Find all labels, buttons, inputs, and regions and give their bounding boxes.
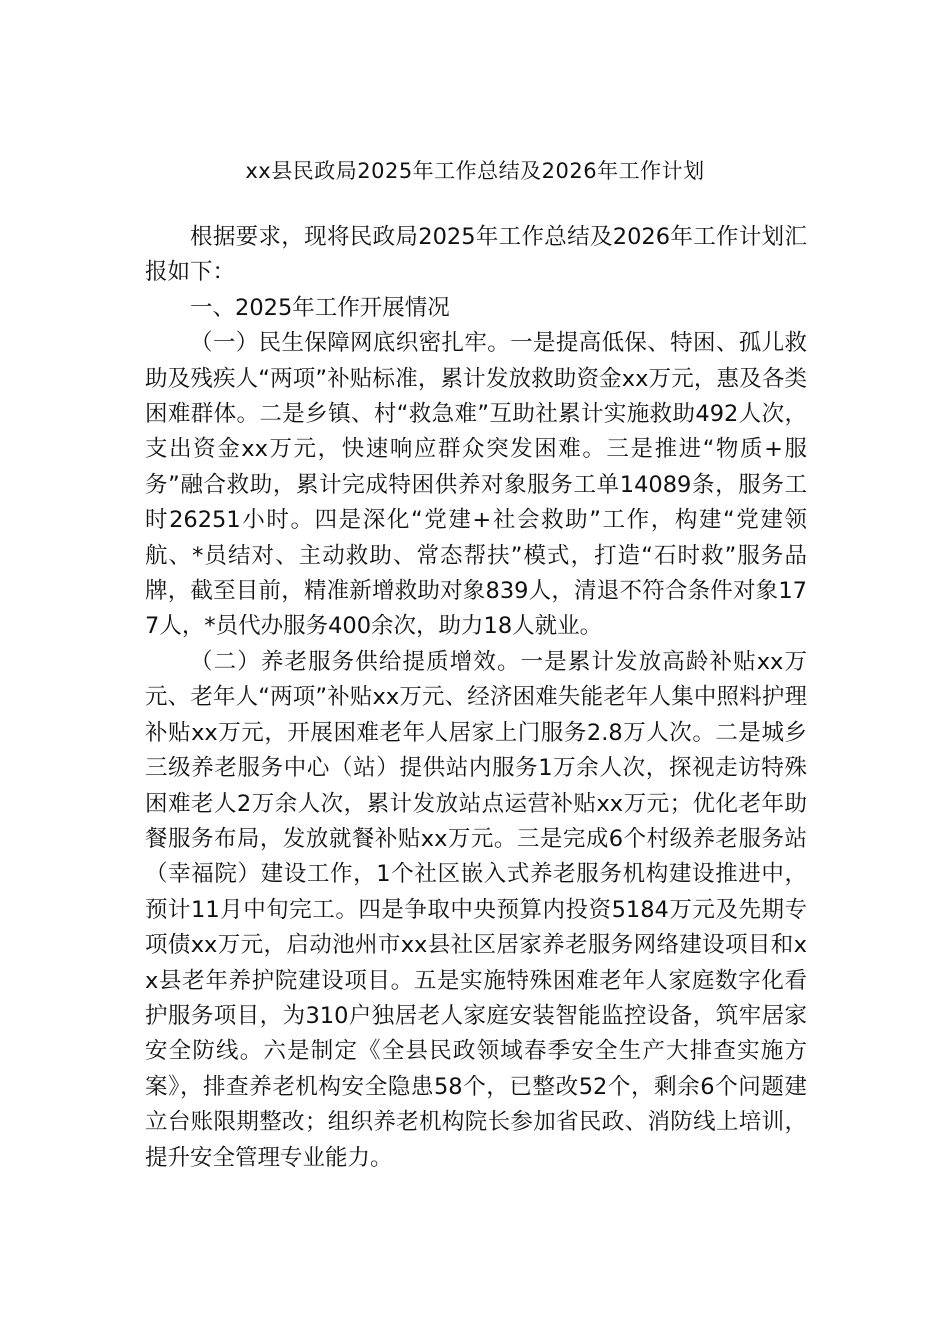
- intro-paragraph: 根据要求，现将民政局2025年工作总结及2026年工作计划汇报如下：: [145, 224, 807, 286]
- paragraph-elderly-services: （二）养老服务供给提质增效。一是累计发放高龄补贴xx万元、老年人“两项”补贴xx万元、经济困难失能老年人集中照料护理补贴xx万元，开展困难老年人居家上门服务2.8万人次。二是城乡三级养老服务中心（站）提供站内服务1万余人次，探视走访特殊困难老人2万余人次，累计发放站点运营补贴xx万元；优化老年助餐服务布局，发放就餐补贴xx万元。三是完成6个村级养老服务站（幸福院）建设工作，1个社区嵌入式养老服务机构建设推进中，预计11月中旬完工。四是争取中央预算内投资5184万元及先期专项债xx万元，启动池州市xx县社区居家养老服务网络建设项目和xx县老年养护院建设项目。五是实施特殊困难老年人家庭数字化看护服务项目，为310户独居老人家庭安装智能监控设备，筑牢居家安全防线。六是制定《全县民政领域春季安全生产大排查实施方案》，排查养老机构安全隐患58个，已整改52个，剩余6个问题建立台账限期整改；组织养老机构院长参加省民政、消防线上培训，提升安全管理专业能力。: [145, 648, 807, 1171]
- document-title: xx县民政局2025年工作总结及2026年工作计划: [245, 159, 705, 183]
- paragraph-livelihood-security: （一）民生保障网底织密扎牢。一是提高低保、特困、孤儿救助及残疾人“两项”补贴标准，累计发放救助资金xx万元，惠及各类困难群体。二是乡镇、村“救急难”互助社累计实施救助492人次，支出资金xx万元，快速响应群众突发困难。三是推进“物质+服务”融合救助，累计完成特困供养对象服务工单14089条，服务工时26251小时。四是深化“党建+社会救助”工作，构建“党建领航、*员结对、主动救助、常态帮扶”模式，打造“石时救”服务品牌，截至目前，精准新增救助对象839人，清退不符合条件对象177人，*员代办服务400余次，助力18人就业。: [145, 330, 807, 640]
- section-heading: 一、2025年工作开展情况: [190, 294, 450, 321]
- document-body: [145, 220, 807, 1176]
